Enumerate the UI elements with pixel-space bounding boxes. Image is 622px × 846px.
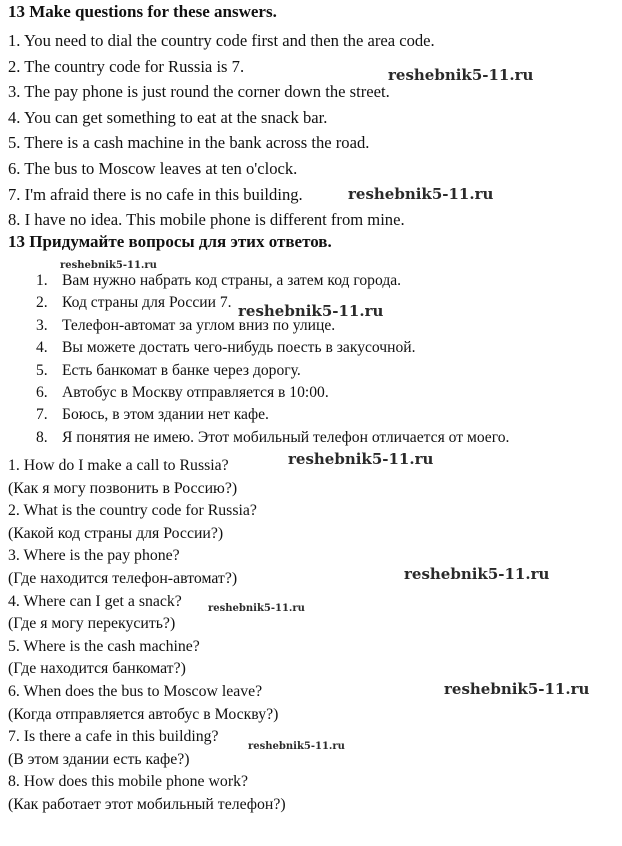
english-answer-4: 4. You can get something to eat at the snack bar. [8, 107, 328, 127]
russian-answer-text: Телефон-автомат за углом вниз по улице. [62, 316, 336, 334]
question-2-translation: (Какой код страны для России?) [8, 524, 224, 542]
russian-answer-text: Вам нужно набрать код страны, а затем код города. [62, 272, 402, 289]
english-answer-8: 8. I have no idea. This mobile phone is different from mine. [8, 210, 405, 230]
english-answer-6: 6. The bus to Moscow leaves at ten o'clock. [8, 158, 298, 178]
russian-answer-text: Боюсь, в этом здании нет кафе. [62, 406, 269, 424]
russian-answer-number: 2. [36, 294, 48, 312]
watermark: reshebnik5-11.ru [248, 741, 345, 752]
russian-answer-number: 5. [36, 361, 48, 379]
question-3-translation: (Где находится телефон-автомат?) [8, 569, 238, 587]
question-6: 6. When does the bus to Moscow leave? [8, 682, 263, 700]
russian-answer-number: 6. [36, 383, 48, 401]
russian-answer-number: 3. [36, 316, 48, 334]
question-8-translation: (Как работает этот мобильный телефон?) [8, 795, 286, 813]
english-answer-3: 3. The pay phone is just round the corner down the street. [8, 82, 390, 102]
russian-answer-text: Я понятия не имею. Этот мобильный телефон отличается от моего. [62, 428, 510, 446]
questions-list [8, 455, 286, 817]
watermark: reshebnik5-11.ru [288, 450, 434, 468]
question-2: 2. What is the country code for Russia? [8, 502, 257, 520]
question-8: 8. How does this mobile phone work? [8, 773, 248, 791]
russian-answer-number: 4. [36, 339, 48, 357]
russian-answer-number: 1. [36, 272, 48, 289]
question-7-translation: (В этом здании есть кафе?) [8, 750, 190, 768]
russian-answer-text: Автобус в Москву отправляется в 10:00. [62, 383, 329, 401]
watermark: reshebnik5-11.ru [444, 680, 590, 698]
russian-answer-8 [36, 427, 509, 449]
russian-answer-text: Вы можете достать чего-нибудь поесть в закусочной. [62, 339, 416, 357]
english-answer-2: 2. The country code for Russia is 7. [8, 56, 245, 76]
english-answer-5: 5. There is a cash machine in the bank across the road. [8, 133, 370, 153]
watermark: reshebnik5-11.ru [404, 565, 550, 583]
question-1-translation: (Как я могу позвонить в Россию?) [8, 479, 238, 497]
russian-answer-7 [36, 404, 509, 426]
question-7: 7. Is there a cafe in this building? [8, 728, 219, 746]
question-4-translation: (Где я могу перекусить?) [8, 615, 176, 633]
english-task-title: 13 Make questions for these answers. [8, 2, 277, 21]
watermark: reshebnik5-11.ru [348, 185, 494, 203]
question-3: 3. Where is the pay phone? [8, 547, 180, 565]
russian-answer-number: 8. [36, 428, 48, 446]
watermark: reshebnik5-11.ru [60, 260, 157, 271]
question-5-translation: (Где находится банкомат?) [8, 660, 186, 678]
russian-answer-text: Есть банкомат в банке через дорогу. [62, 361, 301, 379]
question-5: 5. Where is the cash machine? [8, 637, 200, 655]
russian-answer-4 [36, 337, 509, 359]
watermark: reshebnik5-11.ru [238, 302, 384, 320]
russian-answer-1 [36, 270, 509, 292]
russian-answer-5 [36, 360, 509, 382]
watermark: reshebnik5-11.ru [208, 603, 305, 614]
english-answer-7: 7. I'm afraid there is no cafe in this building. [8, 184, 303, 204]
question-4: 4. Where can I get a snack? [8, 592, 182, 610]
english-answer-1: 1. You need to dial the country code first and then the area code. [8, 31, 435, 50]
question-6-translation: (Когда отправляется автобус в Москву?) [8, 705, 279, 723]
russian-task-title: 13 Придумайте вопросы для этих ответов. [8, 232, 332, 251]
watermark: reshebnik5-11.ru [388, 66, 534, 84]
russian-answers-list [36, 270, 509, 449]
russian-answer-6 [36, 382, 509, 404]
question-1: 1. How do I make a call to Russia? [8, 457, 229, 474]
russian-answer-text: Код страны для России 7. [62, 294, 232, 312]
russian-answer-number: 7. [36, 406, 48, 424]
